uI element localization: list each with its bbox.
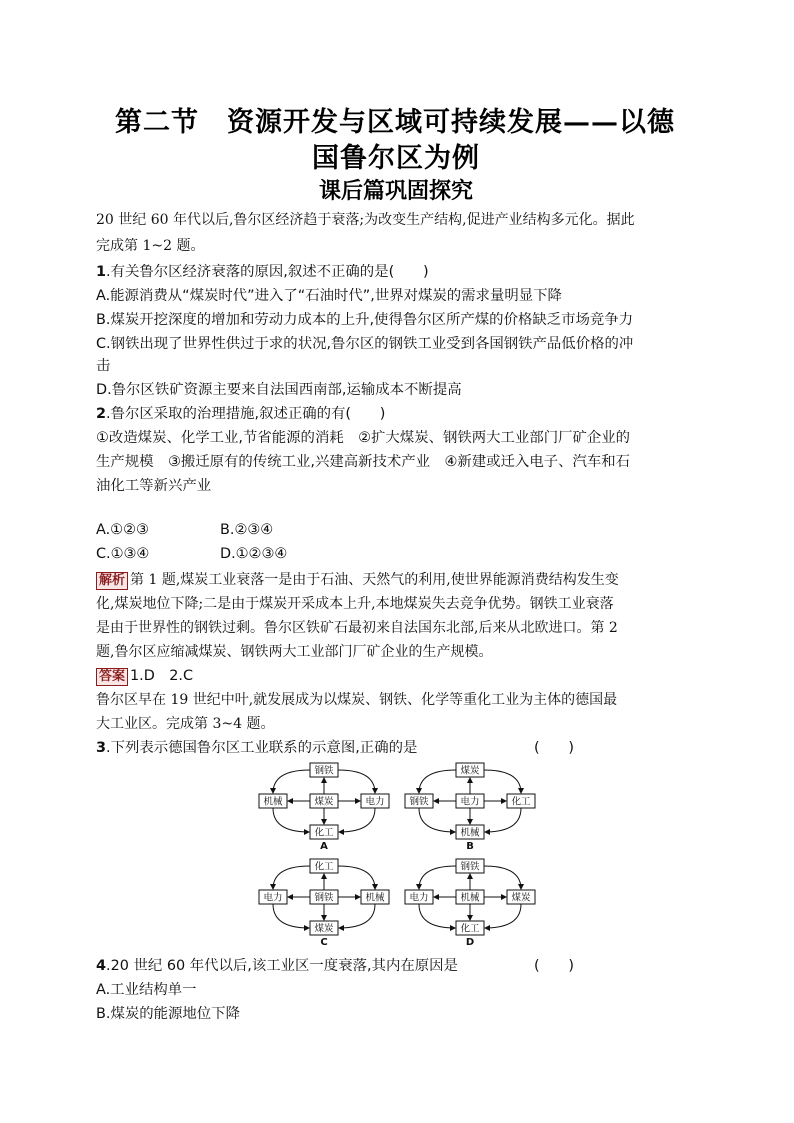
page-title-line1: 第二节 资源开发与区域可持续发展——以德 [115,107,675,138]
industry-box-label: 机械 [263,796,283,808]
question-4-option-a: A.工业结构单一 [96,982,197,998]
question-2-text: .鲁尔区采取的治理措施,叙述正确的有( ) [106,406,386,422]
question-2-item-line1: ①改造煤炭、化学工业,节省能源的消耗 ②扩大煤炭、钢铁两大工业部门厂矿企业的 [96,430,631,446]
industry-linkage-svg [253,761,539,950]
question-2-option-b: B.②③④ [220,522,274,538]
question-4-text: .20 世纪 60 年代以后,该工业区一度衰落,其内在原因是 [106,958,458,974]
analysis-text-line4: 题,鲁尔区应缩减煤炭、钢铁两大工业部门厂矿企业的生产规模。 [96,644,493,660]
question-2-option-a: A.①②③ [96,522,149,538]
question-4-answer-paren: ( ) [534,958,575,974]
linkage-arrow [273,770,310,793]
answer-badge: 答案 [96,668,128,686]
diagram-option-label: D [465,937,475,948]
page-title-line2: 国鲁尔区为例 [312,143,480,174]
linkage-arrow [484,770,521,793]
industry-box-label: 钢铁 [314,892,334,904]
question-2-option-d: D.①②③④ [220,546,288,562]
industry-box-label: 钢铁 [409,796,429,808]
industry-box-label: 电力 [263,892,283,904]
industry-box-label: 化工 [314,827,334,839]
question-2-options-row2 [96,544,700,565]
linkage-arrow [419,904,455,928]
analysis-text-line1: 第 1 题,煤炭工业衰落一是由于石油、天然气的利用,使世界能源消费结构发生变 [130,572,619,588]
question-3-text: .下列表示德国鲁尔区工业联系的示意图,正确的是 [106,740,418,756]
question-1-option-c-cont: 击 [96,358,111,374]
industry-box-label: 煤炭 [511,892,531,904]
linkage-arrow [339,904,375,928]
analysis-badge: 解析 [96,572,128,590]
question-3-answer-paren: ( ) [534,740,575,756]
linkage-arrow [419,808,455,832]
industry-box-label: 化工 [511,796,531,808]
answer-text: 1.D 2.C [130,668,193,684]
question-3-number: 3 [96,740,107,756]
industry-box-label: 电力 [365,796,385,808]
industry-box-label: 煤炭 [460,765,480,777]
industry-box-label: 化工 [460,923,480,935]
industry-box-label: 电力 [460,796,480,808]
diagram-option-label: B [466,841,474,852]
question-1-stem [96,262,700,283]
question-1-option-b: B.煤炭开挖深度的增加和劳动力成本的上升,使得鲁尔区所产煤的价格缺乏市场竞争力 [96,312,634,328]
question-2-item-line3: 油化工等新兴产业 [96,478,212,494]
linkage-arrow [485,904,521,928]
intro2-text-line1: 鲁尔区早在 19 世纪中叶,就发展成为以煤炭、钢铁、化学等重化工业为主体的德国最 [96,692,618,708]
industry-box-label: 电力 [409,892,429,904]
question-2-options-row1 [96,520,700,541]
question-1-number: 1 [96,264,107,280]
industry-box-label: 机械 [365,892,385,904]
linkage-arrow [485,808,521,832]
linkage-arrow [419,866,456,889]
linkage-arrow [273,904,309,928]
question-4-option-b: B.煤炭的能源地位下降 [96,1006,240,1022]
linkage-arrow [273,808,309,832]
page-subtitle: 课后篇巩固探究 [318,178,473,204]
industry-box-label: 化工 [314,861,334,873]
intro-text-line1: 20 世纪 60 年代以后,鲁尔区经济趋于衰落;为改变生产结构,促进产业结构多元化。据此 [96,212,635,228]
linkage-arrow [484,866,521,889]
linkage-arrow [273,866,310,889]
industry-box-label: 钢铁 [314,765,334,777]
diagram-option-label: A [320,841,328,852]
question-2-item-line2: 生产规模 ③搬迁原有的传统工业,兴建高新技术产业 ④新建或迁入电子、汽车和石 [96,454,631,470]
question-3-stem [96,738,700,759]
question-1-text: .有关鲁尔区经济衰落的原因,叙述不正确的是( ) [106,264,429,280]
question-1-option-d: D.鲁尔区铁矿资源主要来自法国西南部,运输成本不断提高 [96,382,462,398]
question-4-stem [96,956,700,977]
linkage-arrow [338,770,375,793]
question-1-option-a: A.能源消费从“煤炭时代”进入了“石油时代”,世界对煤炭的需求量明显下降 [96,288,562,304]
analysis-line1 [96,570,700,591]
question-4-number: 4 [96,958,107,974]
analysis-text-line2: 化,煤炭地位下降;二是由于煤炭开采成本上升,本地煤炭失去竞争优势。钢铁工业衰落 [96,596,614,612]
question-2-option-c: C.①③④ [96,546,150,562]
industry-box-label: 机械 [460,892,480,904]
linkage-arrow [339,808,375,832]
question-1-option-c: C.钢铁出现了世界性供过于求的状况,鲁尔区的钢铁工业受到各国钢铁产品低价格的冲 [96,336,634,352]
industry-box-label: 煤炭 [314,923,334,935]
linkage-arrow [338,866,375,889]
intro-text-line2: 完成第 1~2 题。 [96,238,205,254]
question-2-stem [96,404,700,425]
question-2-number: 2 [96,406,107,422]
industry-box-label: 钢铁 [460,861,480,873]
answer-line [96,666,700,687]
linkage-arrow [419,770,456,793]
industry-box-label: 煤炭 [314,796,334,808]
industry-box-label: 机械 [460,827,480,839]
industry-linkage-diagram [253,761,539,950]
diagram-option-label: C [320,937,328,948]
analysis-text-line3: 是由于世界性的钢铁过剩。鲁尔区铁矿石最初来自法国东北部,后来从北欧进口。第 2 [96,620,618,636]
intro2-text-line2: 大工业区。完成第 3~4 题。 [96,716,275,732]
